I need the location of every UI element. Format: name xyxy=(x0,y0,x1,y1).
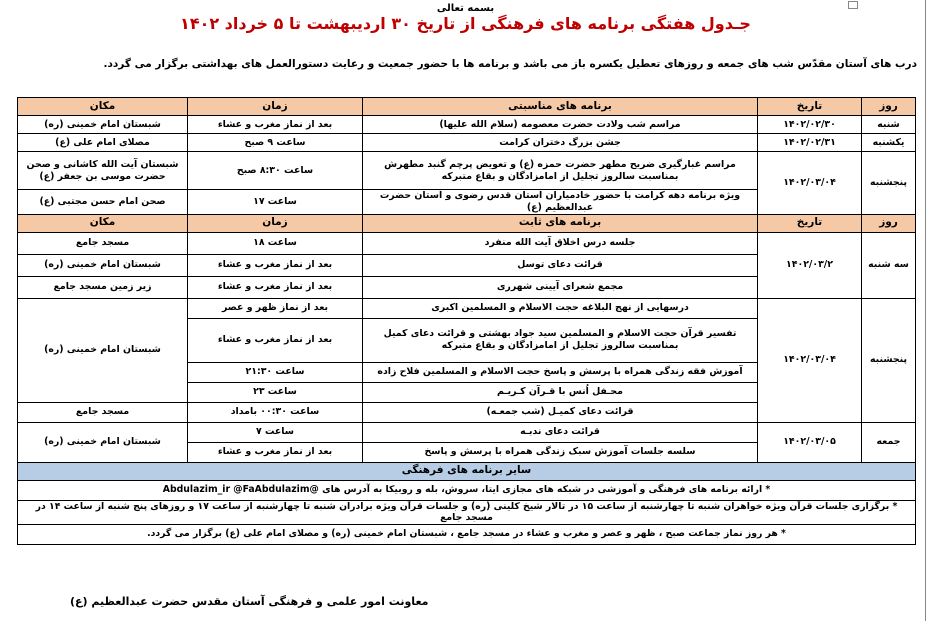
cell-date: ۱۴۰۲/۰۳/۰۴ xyxy=(758,152,862,215)
table-row xyxy=(18,232,916,254)
other-programs-title: سایر برنامه های فرهنگی xyxy=(18,462,916,480)
cell-program: سلسه جلسات آموزش سبک زندگی همراه با پرسش و پاسخ xyxy=(363,442,758,462)
header-program: برنامه های ثابت xyxy=(363,214,758,232)
other-programs-row xyxy=(18,524,916,544)
cell-program: قرائت دعای توسل xyxy=(363,254,758,276)
cell-place: زیر زمین مسجد جامع xyxy=(18,276,188,298)
other-programs-row xyxy=(18,480,916,500)
other-programs-line: * برگزاری جلسات قرآن ویژه خواهران شنبه تا چهارشنبه از ساعت ۱۵ در تالار شیخ کلینی (ره) و جلسات قرآن ویژه برادران شنبه تا چهارشنبه از ساعت ۱۷ و روزهای پنج شنبه از ساعت ۱۴ در مسجد جامع xyxy=(18,500,916,524)
cell-place: شبستان امام خمینی (ره) xyxy=(18,116,188,134)
cell-place: شبستان امام خمینی (ره) xyxy=(18,254,188,276)
signature: معاونت امور علمی و فرهنگی آستان مقدس حضرت عبدالعظیم (ع) xyxy=(70,595,429,608)
header-day: روز xyxy=(862,98,916,116)
header-time: زمان xyxy=(188,214,363,232)
cell-time: ساعت ۹ صبح xyxy=(188,134,363,152)
cell-program: قرائت دعای ندبـه xyxy=(363,422,758,442)
cell-program: درسهایی از نهج البلاغه حجت الاسلام و المسلمین اکبری xyxy=(363,298,758,318)
cell-day: جمعه xyxy=(862,422,916,462)
cell-place: شبستان آیت الله کاشانی و صحن حضرت موسی بن جعفر (ع) xyxy=(18,152,188,190)
cell-place: مصلای امام علی (ع) xyxy=(18,134,188,152)
cell-program: مراسم شب ولادت حضرت معصومه (سلام الله علیها) xyxy=(363,116,758,134)
cell-day: یکشنبه xyxy=(862,134,916,152)
cell-day: پنجشنبه xyxy=(862,152,916,215)
other-programs-line: * ارائه برنامه های فرهنگی و آموزشی در شبکه های مجازی ایتا، سروش، بله و روبیکا به آدرس های @Abdulazim_ir @FaAbdulazim xyxy=(18,480,916,500)
table-row xyxy=(18,298,916,318)
cell-place: شبستان امام خمینی (ره) xyxy=(18,422,188,462)
table-row xyxy=(18,134,916,152)
intro-text: درب های آستان مقدّس شب های جمعه و روزهای تعطیل یکسره باز می باشد و برنامه ها با حضور جمعیت و رعایت دستورالعمل های بهداشتی برگزار می گردد. xyxy=(103,58,917,70)
header-place: مکان xyxy=(18,214,188,232)
header-time: زمان xyxy=(188,98,363,116)
cell-program: مجمع شعرای آیینی شهرری xyxy=(363,276,758,298)
cell-place: مسجد جامع xyxy=(18,232,188,254)
cell-time: ساعت ۸:۳۰ صبح xyxy=(188,152,363,190)
header-place: مکان xyxy=(18,98,188,116)
header-date: تاریخ xyxy=(758,214,862,232)
table-row xyxy=(18,152,916,190)
cell-program: تفسیر قرآن حجت الاسلام و المسلمین سید جواد بهشتی و قرائت دعای کمیل بمناسبت سالروز تجلیل از امامزادگان و بقاع متبرکه xyxy=(363,318,758,362)
cell-date: ۱۴۰۲/۰۳/۲ xyxy=(758,232,862,298)
table2-header-row xyxy=(18,214,916,232)
page-edge xyxy=(925,0,926,621)
cell-date: ۱۴۰۲/۰۲/۳۰ xyxy=(758,116,862,134)
cell-program: محـفل اُنس با قـرآن کـریـم xyxy=(363,382,758,402)
other-programs-line: * هر روز نماز جماعت صبح ، ظهر و عصر و مغرب و عشاء در مسجد جامع ، شبستان امام خمینی (ره) و مصلای امام علی (ع) برگزار می گردد. xyxy=(18,524,916,544)
cell-date: ۱۴۰۲/۰۲/۳۱ xyxy=(758,134,862,152)
cell-time: بعد از نماز مغرب و عشاء xyxy=(188,116,363,134)
cell-time: ساعت ۷ xyxy=(188,422,363,442)
cell-time: بعد از نماز مغرب و عشاء xyxy=(188,254,363,276)
cell-time: بعد از نماز مغرب و عشاء xyxy=(188,318,363,362)
other-programs-row xyxy=(18,500,916,524)
cell-time: بعد از نماز مغرب و عشاء xyxy=(188,276,363,298)
cell-time: ساعت ۱۸ xyxy=(188,232,363,254)
table-row xyxy=(18,422,916,442)
table1-header-row xyxy=(18,98,916,116)
cell-time: ساعت ۲۱:۳۰ xyxy=(188,362,363,382)
cell-time: ساعت ۲۳ xyxy=(188,382,363,402)
cell-program: مراسم غبارگیری ضریح مطهر حضرت حمزه (ع) و تعویض پرچم گنبد مطهرش بمناسبت سالروز تجلیل از امامزادگان و بقاع متبرکه xyxy=(363,152,758,190)
cell-time: بعد از نماز ظهر و عصر xyxy=(188,298,363,318)
bismillah: بسمه تعالی xyxy=(436,3,495,14)
cell-time: بعد از نماز مغرب و عشاء xyxy=(188,442,363,462)
cell-day: سه شنبه xyxy=(862,232,916,298)
header-day: روز xyxy=(862,214,916,232)
page-title: جـدول هفتگی برنامه های فرهنگی از تاریخ ۳۰ اردیبهشت تا ۵ خرداد ۱۴۰۲ xyxy=(180,14,751,33)
schedule-table xyxy=(17,97,916,545)
cell-day: پنجشنبه xyxy=(862,298,916,422)
cell-time: ساعت ۱۷ xyxy=(188,190,363,215)
cell-program: قرائت دعای کمیـل (شب جمعـه) xyxy=(363,402,758,422)
other-programs-header-row xyxy=(18,462,916,480)
cell-program: ویژه برنامه دهه کرامت با حضور خادمیاران آستان قدس رضوی و آستان حضرت عبدالعظیم (ع) xyxy=(363,190,758,215)
table-row xyxy=(18,116,916,134)
cell-date: ۱۴۰۲/۰۳/۰۵ xyxy=(758,422,862,462)
cell-place: شبستان امام خمینی (ره) xyxy=(18,298,188,402)
cell-time: ساعت ۰۰:۳۰ بامداد xyxy=(188,402,363,422)
header-program: برنامه های مناسبتی xyxy=(363,98,758,116)
cell-place: صحن امام حسن مجتبی (ع) xyxy=(18,190,188,215)
cell-date: ۱۴۰۲/۰۳/۰۴ xyxy=(758,298,862,422)
header-date: تاریخ xyxy=(758,98,862,116)
cell-day: شنبه xyxy=(862,116,916,134)
cell-place: مسجد جامع xyxy=(18,402,188,422)
cell-program: آموزش فقه زندگی همراه با پرسش و پاسخ حجت الاسلام و المسلمین فلاح زاده xyxy=(363,362,758,382)
cell-program: جشن بزرگ دختران کرامت xyxy=(363,134,758,152)
cell-program: جلسه درس اخلاق آیت الله منفرد xyxy=(363,232,758,254)
